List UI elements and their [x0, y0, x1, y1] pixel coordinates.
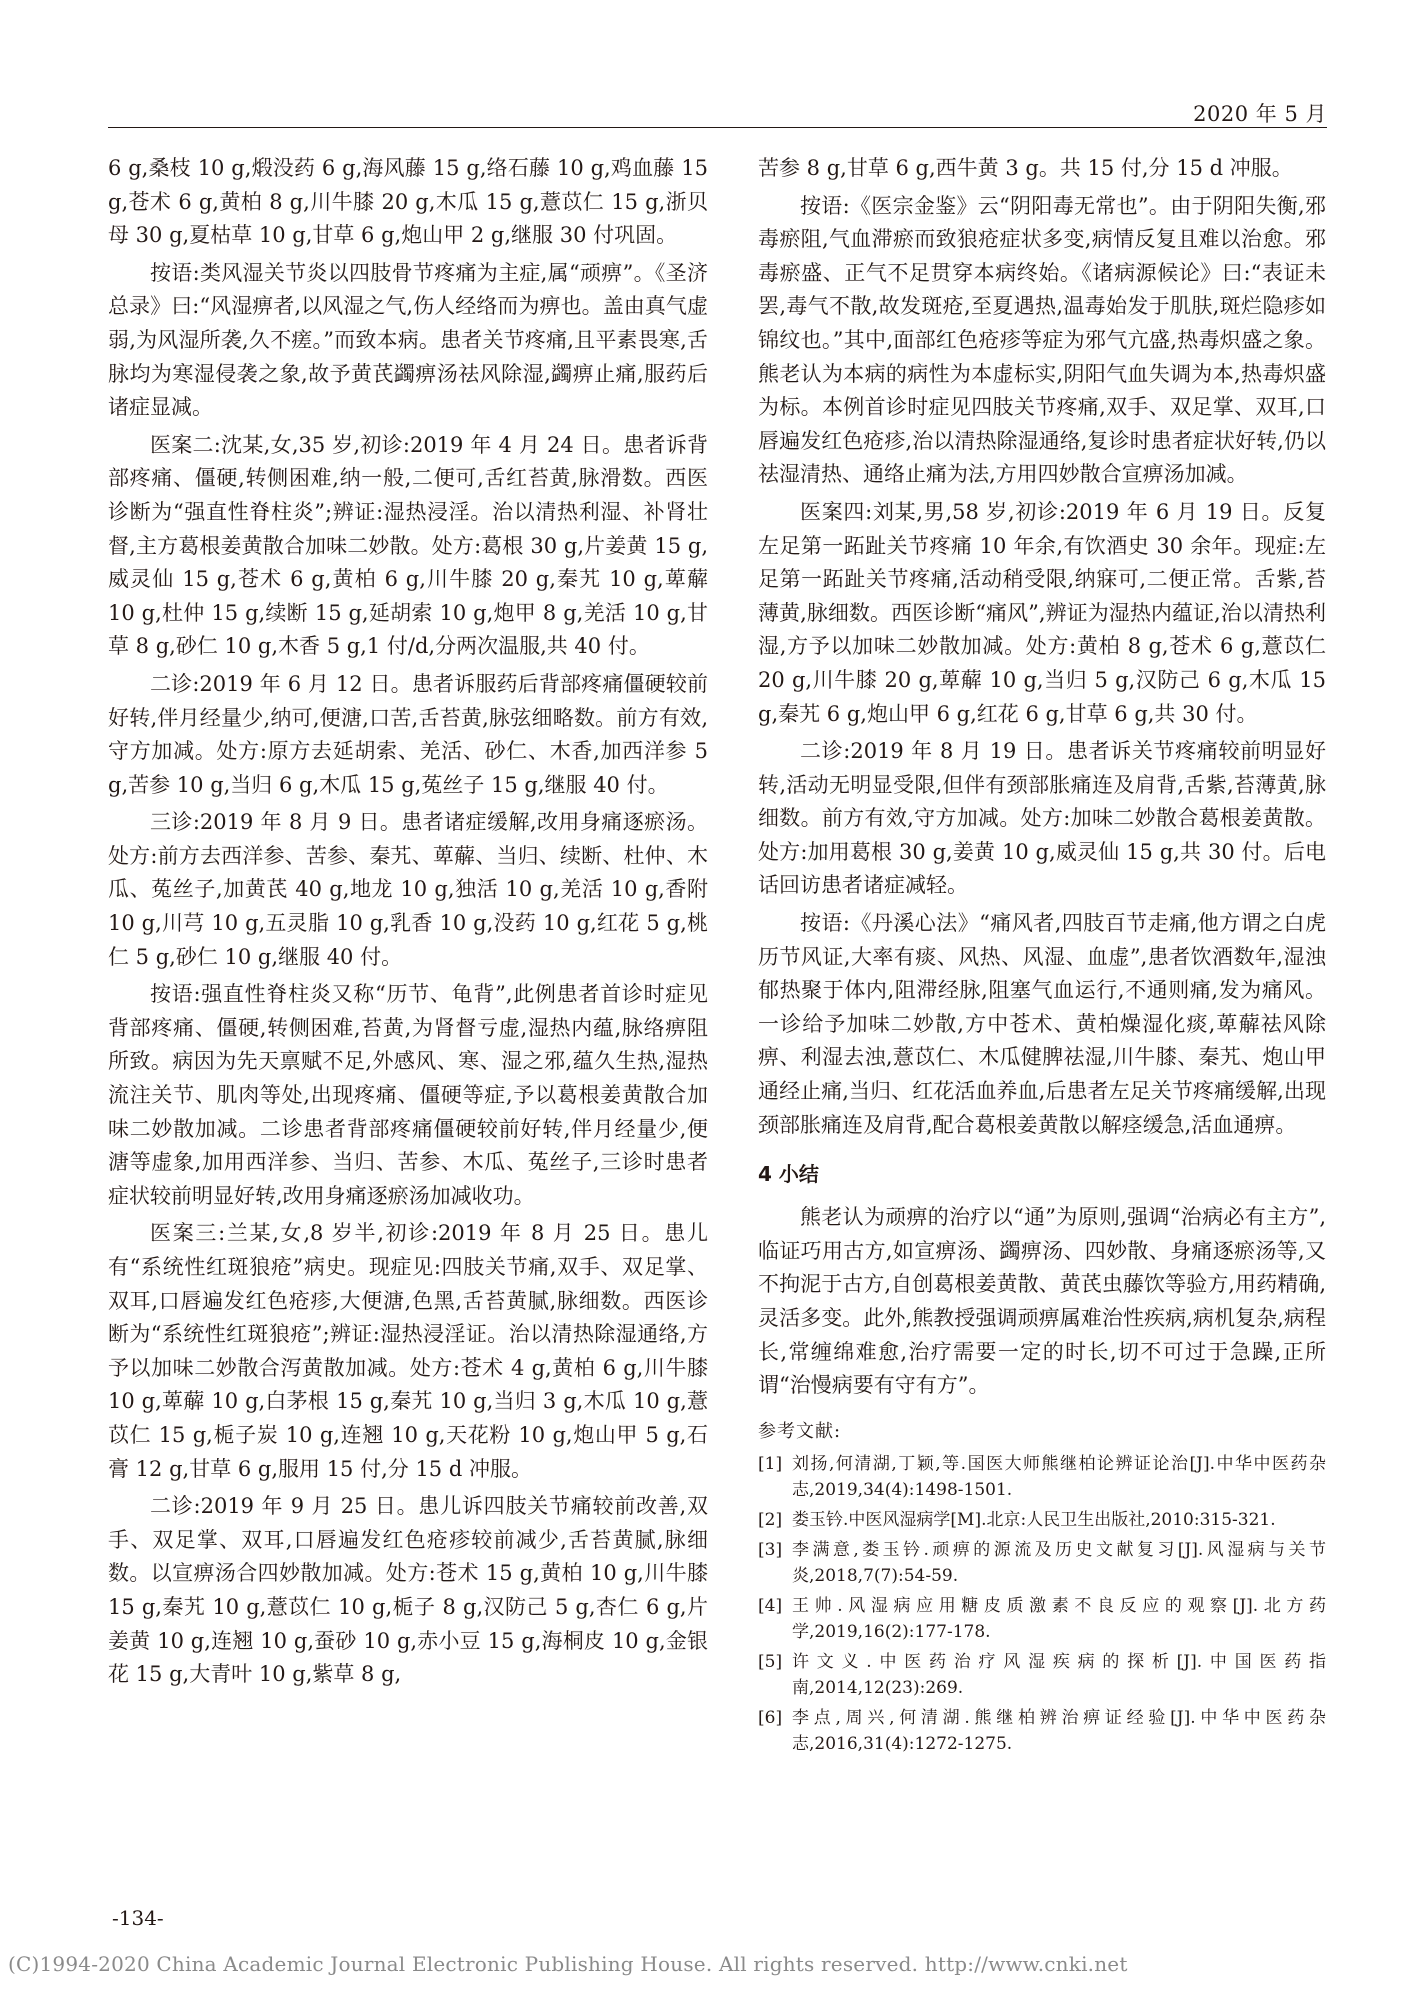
reference-item: [758, 1451, 1326, 1503]
reference-item: [758, 1593, 1326, 1645]
reference-number: [1]: [758, 1453, 783, 1474]
reference-number: [5]: [758, 1651, 783, 1672]
paragraph: 按语:《丹溪心法》“痛风者,四肢百节走痛,他方谓之白虎历节风证,大率有痰、风热、风湿、血虚”,患者饮酒数年,湿浊郁热聚于体内,阻滞经脉,阻塞气血运行,不通则痛,发为痛风。一诊给予加味二妙散,方中苍术、黄柏燥湿化痰,萆薢祛风除痹、利湿去浊,薏苡仁、木瓜健脾祛湿,川牛膝、秦艽、炮山甲通经止痛,当归、红花活血养血,后患者左足关节疼痛缓解,出现颈部胀痛连及肩背,配合葛根姜黄散以解痉缓急,活血通痹。: [758, 911, 1326, 1137]
reference-number: [3]: [758, 1539, 783, 1560]
references-title: 参考文献:: [758, 1420, 842, 1442]
reference-number: [6]: [758, 1707, 783, 1728]
paragraph: 医案三:兰某,女,8 岁半,初诊:2019 年 8 月 25 日。患儿有“系统性红斑狼疮”病史。现症见:四肢关节痛,双手、双足掌、双耳,口唇遍发红色疮疹,大便溏,色黑,舌苔黄腻,脉细数。西医诊断为“系统性红斑狼疮”;辨证:湿热浸淫证。治以清热除湿通络,方予以加味二妙散合泻黄散加减。处方:苍术 4 g,黄柏 6 g,川牛膝 10 g,萆薢 10 g,白茅根 15 g,秦艽 10 g,当归 3 g,木瓜 10 g,薏苡仁 15 g,栀子炭 10 g,连翘 10 g,天花粉 10 g,炮山甲 5 g,石膏 12 g,甘草 6 g,服用 15 付,分 15 d 冲服。: [108, 1221, 708, 1481]
left-column: [108, 152, 708, 1696]
paragraph: 按语:强直性脊柱炎又称“历节、龟背”,此例患者首诊时症见背部疼痛、僵硬,转侧困难,苔黄,为肾督亏虚,湿热内蕴,脉络痹阻所致。病因为先天禀赋不足,外感风、寒、湿之邪,蕴久生热,湿热流注关节、肌肉等处,出现疼痛、僵硬等症,予以葛根姜黄散合加味二妙散加减。二诊患者背部疼痛僵硬较前好转,伴月经量少,便溏等虚象,加用西洋参、当归、苦参、木瓜、菟丝子,三诊时患者症状较前明显好转,改用身痛逐瘀汤加减收功。: [108, 982, 708, 1208]
paragraph: 按语:《医宗金鉴》云“阴阳毒无常也”。由于阴阳失衡,邪毒瘀阻,气血滞瘀而致狼疮症状多变,病情反复且难以治愈。邪毒瘀盛、正气不足贯穿本病终始。《诸病源候论》曰:“表证未罢,毒气不散,故发斑疮,至夏遇热,温毒始发于肌肤,斑烂隐疹如锦纹也。”其中,面部红色疮疹等症为邪气亢盛,热毒炽盛之象。熊老认为本病的病性为本虚标实,阴阳气血失调为本,热毒炽盛为标。本例首诊时症见四肢关节疼痛,双手、双足掌、双耳,口唇遍发红色疮疹,治以清热除湿通络,复诊时患者症状好转,仍以祛湿清热、通络止痛为法,方用四妙散合宣痹汤加减。: [758, 193, 1326, 487]
paragraph: 三诊:2019 年 8 月 9 日。患者诸症缓解,改用身痛逐瘀汤。处方:前方去西洋参、苦参、秦艽、萆薢、当归、续断、杜仲、木瓜、菟丝子,加黄芪 40 g,地龙 10 g,独活 10 g,羌活 10 g,香附 10 g,川芎 10 g,五灵脂 10 g,乳香 10 g,没药 10 g,红花 5 g,桃仁 5 g,砂仁 10 g,继服 40 付。: [108, 810, 708, 969]
references-list: [758, 1451, 1326, 1757]
reference-text: 李满意,娄玉钤.顽痹的源流及历史文献复习[J].风湿病与关节炎,2018,7(7):54-59.: [792, 1539, 1326, 1586]
paragraph: 6 g,桑枝 10 g,煅没药 6 g,海风藤 15 g,络石藤 10 g,鸡血藤 15 g,苍术 6 g,黄柏 8 g,川牛膝 20 g,木瓜 15 g,薏苡仁 15 g,浙贝母 30 g,夏枯草 10 g,甘草 6 g,炮山甲 2 g,继服 30 付巩固。: [108, 156, 708, 248]
reference-text: 娄玉钤.中医风湿病学[M].北京:人民卫生出版社,2010:315-321.: [792, 1509, 1276, 1530]
paragraph: 二诊:2019 年 8 月 19 日。患者诉关节疼痛较前明显好转,活动无明显受限,但伴有颈部胀痛连及肩背,舌紫,苔薄黄,脉细数。前方有效,守方加减。处方:加味二妙散合葛根姜黄散。处方:加用葛根 30 g,姜黄 10 g,威灵仙 15 g,共 30 付。后电话回访患者诸症减轻。: [758, 739, 1326, 898]
reference-number: [4]: [758, 1595, 783, 1616]
reference-number: [2]: [758, 1509, 783, 1530]
reference-item: [758, 1705, 1326, 1757]
paragraph: 医案四:刘某,男,58 岁,初诊:2019 年 6 月 19 日。反复左足第一跖趾关节疼痛 10 年余,有饮酒史 30 余年。现症:左足第一跖趾关节疼痛,活动稍受限,纳寐可,二便正常。舌紫,苔薄黄,脉细数。西医诊断“痛风”,辨证为湿热内蕴证,治以清热利湿,方予以加味二妙散加减。处方:黄柏 8 g,苍术 6 g,薏苡仁 20 g,川牛膝 20 g,萆薢 10 g,当归 5 g,汉防己 6 g,木瓜 15 g,秦艽 6 g,炮山甲 6 g,红花 6 g,甘草 6 g,共 30 付。: [758, 499, 1326, 726]
paragraph: 苦参 8 g,甘草 6 g,西牛黄 3 g。共 15 付,分 15 d 冲服。: [758, 156, 1293, 180]
page-number: -134-: [112, 1906, 164, 1930]
section-title: 4 小结: [758, 1162, 819, 1187]
right-column: [758, 152, 1326, 1761]
paragraph: 熊老认为顽痹的治疗以“通”为原则,强调“治病必有主方”,临证巧用古方,如宣痹汤、蠲痹汤、四妙散、身痛逐瘀汤等,又不拘泥于古方,自创葛根姜黄散、黄芪虫藤饮等验方,用药精确,灵活多变。此外,熊教授强调顽痹属难治性疾病,病机复杂,病程长,常缠绵难愈,治疗需要一定的时长,切不可过于急躁,正所谓“治慢病要有守有方”。: [758, 1205, 1326, 1398]
reference-text: 许文义.中医药治疗风湿疾病的探析[J].中国医药指南,2014,12(23):269.: [792, 1651, 1326, 1698]
reference-item: [758, 1649, 1326, 1701]
header-rule: [108, 127, 1327, 128]
reference-item: [758, 1537, 1326, 1589]
paragraph: 医案二:沈某,女,35 岁,初诊:2019 年 4 月 24 日。患者诉背部疼痛、僵硬,转侧困难,纳一般,二便可,舌红苔黄,脉滑数。西医诊断为“强直性脊柱炎”;辨证:湿热浸淫。治以清热利湿、补肾壮督,主方葛根姜黄散合加味二妙散。处方:葛根 30 g,片姜黄 15 g,威灵仙 15 g,苍术 6 g,黄柏 6 g,川牛膝 20 g,秦艽 10 g,萆薢 10 g,杜仲 15 g,续断 15 g,延胡索 10 g,炮甲 8 g,羌活 10 g,甘草 8 g,砂仁 10 g,木香 5 g,1 付/d,分两次温服,共 40 付。: [108, 432, 708, 659]
reference-text: 王帅.风湿病应用糖皮质激素不良反应的观察[J].北方药学,2019,16(2):177-178.: [792, 1595, 1326, 1642]
reference-text: 李点,周兴,何清湖.熊继柏辨治痹证经验[J].中华中医药杂志,2016,31(4):1272-1275.: [792, 1707, 1326, 1754]
reference-item: [758, 1507, 1326, 1533]
reference-text: 刘扬,何清湖,丁颖,等.国医大师熊继柏论辨证论治[J].中华中医药杂志,2019,34(4):1498-1501.: [792, 1453, 1326, 1500]
header-date: 2020 年 5 月: [1193, 102, 1327, 126]
paragraph: 二诊:2019 年 6 月 12 日。患者诉服药后背部疼痛僵硬较前好转,伴月经量少,纳可,便溏,口苦,舌苔黄,脉弦细略数。前方有效,守方加减。处方:原方去延胡索、羌活、砂仁、木香,加西洋参 5 g,苦参 10 g,当归 6 g,木瓜 15 g,菟丝子 15 g,继服 40 付。: [108, 671, 708, 797]
paragraph: 按语:类风湿关节炎以四肢骨节疼痛为主症,属“顽痹”。《圣济总录》曰:“风湿痹者,以风湿之气,伤人经络而为痹也。盖由真气虚弱,为风湿所袭,久不瘥。”而致本病。患者关节疼痛,且平素畏寒,舌脉均为寒湿侵袭之象,故予黄芪蠲痹汤祛风除湿,蠲痹止痛,服药后诸症显减。: [108, 260, 708, 420]
paragraph: 二诊:2019 年 9 月 25 日。患儿诉四肢关节痛较前改善,双手、双足掌、双耳,口唇遍发红色疮疹较前减少,舌苔黄腻,脉细数。以宣痹汤合四妙散加减。处方:苍术 15 g,黄柏 10 g,川牛膝 15 g,秦艽 10 g,薏苡仁 10 g,栀子 8 g,汉防己 5 g,杏仁 6 g,片姜黄 10 g,连翘 10 g,蚕砂 10 g,赤小豆 15 g,海桐皮 10 g,金银花 15 g,大青叶 10 g,紫草 8 g,: [108, 1494, 708, 1687]
copyright-footer: (C)1994-2020 China Academic Journal Electronic Publishing House. All rights reserved. http://www.cnki.net: [8, 1952, 1128, 1976]
